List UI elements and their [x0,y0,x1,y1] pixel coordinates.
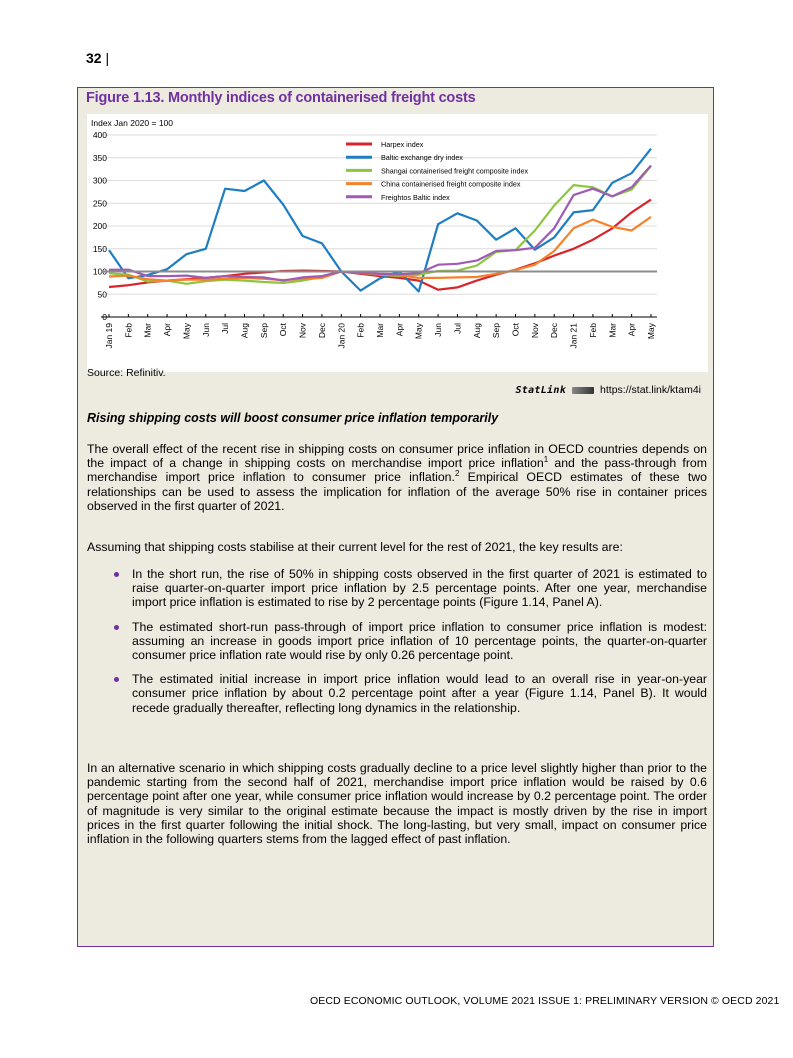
x-tick-label: Jul [452,323,463,334]
page-number-value: 32 [86,50,102,66]
x-tick-label: Nov [529,323,540,339]
x-tick-label: Apr [626,323,637,337]
legend-label-shanghai: Shangai containerised freight composite index [381,166,529,176]
list-item-text: In the short run, the rise of 50% in shipping costs observed in the first quarter of 2021 is estimated to raise quarter-on-quarter import price inflation by 2.5 percentage points. After one year, merchandise import price inflation is estimated to rise by 2 percentage points (Figure 1.14, Panel A). [132,567,707,610]
x-tick-label: Feb [355,323,366,338]
y-tick-label: 100 [92,266,107,277]
chart-area [87,114,708,372]
paragraph-1-text-a: The overall effect of the recent rise in shipping costs on consumer price inflation in OECD countries depends on the impact of a change in shipping costs on merchandise import price inflation [87,442,707,471]
legend-label-china: China containerised freight composite index [381,179,521,189]
legend [346,140,528,202]
page-number-separator: | [105,50,110,66]
series-line-shanghai [109,166,651,284]
list-item [87,567,707,610]
legend-label-baltic_dry: Baltic exchange dry index [381,153,463,163]
footnote-ref-2[interactable]: 2 [454,469,460,479]
paragraph-3: In an alternative scenario in which shipping costs gradually decline to a price level slightly higher than prior to the pandemic starting from the second half of 2021, merchandise import price inflation would be raised by 0.6 percentage point after one year, while consumer price inflation would increase by 0.2 percentage point. The order of magnitude is very similar to the original estimate because the impact is mostly driven by the rise in import prices in the first quarter following the initial shock. The long-lasting, but very small, impact on consumer price inflation in the following quarters stems from the lagged effect of past inflation. [87,761,707,847]
bullet-icon [114,625,119,630]
y-tick-label: 250 [92,198,107,209]
footnote-ref-1[interactable]: 1 [543,455,549,465]
figure-source: Source: Refinitiv. [87,367,166,379]
legend-label-freightos: Freightos Baltic index [381,192,450,202]
list-item [87,672,707,715]
x-tick-label: Mar [142,323,153,338]
x-tick-label: Jan 21 [568,323,579,349]
line-chart [87,114,708,372]
x-tick-label: Dec [316,323,327,339]
x-tick-label: Feb [123,323,134,338]
key-results-list [87,567,707,725]
x-tick-label: Aug [239,323,250,339]
x-tick-label: Sep [258,323,269,339]
page-footer: OECD ECONOMIC OUTLOOK, VOLUME 2021 ISSUE 1: PRELIMINARY VERSION © OECD 2021 [310,995,780,1007]
x-tick-label: Oct [510,323,521,337]
x-tick-label: Feb [587,323,598,338]
x-tick-label: Jul [220,323,231,334]
statlink-url[interactable]: https://stat.link/ktam4i [600,384,701,396]
y-tick-label: 50 [97,289,107,300]
x-tick-label: May [646,323,656,340]
x-tick-label: Jun [200,323,211,337]
bullet-icon [114,572,119,577]
x-tick-label: Jan 20 [336,323,347,349]
x-tick-label: Nov [297,323,308,339]
x-tick-label: Apr [394,323,405,337]
legend-label-harpex: Harpex index [381,140,424,149]
x-tick-label: May [413,323,424,340]
series-line-baltic_dry [109,149,651,292]
figure-box [77,87,714,947]
x-tick-label: Oct [278,323,289,337]
bullet-icon [114,677,119,682]
paragraph-2: Assuming that shipping costs stabilise at their current level for the rest of 2021, the key results are: [87,540,623,554]
y-tick-label: 400 [92,130,107,140]
section-heading: Rising shipping costs will boost consumer price inflation temporarily [87,411,499,425]
x-tick-label: Jun [433,323,444,337]
page-number [86,50,109,66]
list-item-text: The estimated initial increase in import price inflation would lead to an overall rise in year-on-year consumer price inflation by about 0.2 percentage point after a year (Figure 1.14, Panel B). It would recede gradually thereafter, reflecting long dynamics in the relationship. [132,672,707,715]
y-tick-label: 150 [92,243,107,254]
x-tick-label: Sep [491,323,502,339]
y-tick-label: 0 [102,312,107,322]
list-item-text: The estimated short-run pass-through of import price inflation to consumer price inflation is modest: assuming an increase in goods import price inflation of 10 percentage points, the quarter-on-quarter consumer price inflation rate would rise by only 0.26 percentage point. [132,619,707,663]
x-tick-label: Mar [607,323,618,338]
paragraph-1-text-c: Empirical OECD estimates of these two relationships can be used to assess the implication for inflation of the average 50% rise in container prices observed in the first quarter of 2021. [87,470,707,513]
paragraph-1-text-b: and the pass-through from merchandise import price inflation to consumer price inflation. [87,456,707,485]
y-axis-label: Index Jan 2020 = 100 [91,118,173,128]
x-tick-label: Aug [471,323,482,339]
paragraph-1 [87,442,707,513]
y-tick-label: 200 [92,221,107,231]
statlink[interactable] [515,384,701,396]
x-tick-label: Apr [162,323,173,337]
x-tick-label: May [181,323,192,340]
y-tick-label: 300 [92,175,107,186]
y-tick-label: 350 [92,152,107,163]
figure-title: Figure 1.13. Monthly indices of containerised freight costs [86,90,476,106]
statlink-label: StatLink [515,384,567,396]
x-tick-label: Jan 19 [104,323,114,349]
x-tick-label: Dec [549,323,560,339]
x-tick-label: Mar [375,323,385,338]
statlink-logo-icon [572,387,594,394]
list-item [87,620,707,663]
series-line-freightos [109,166,651,281]
